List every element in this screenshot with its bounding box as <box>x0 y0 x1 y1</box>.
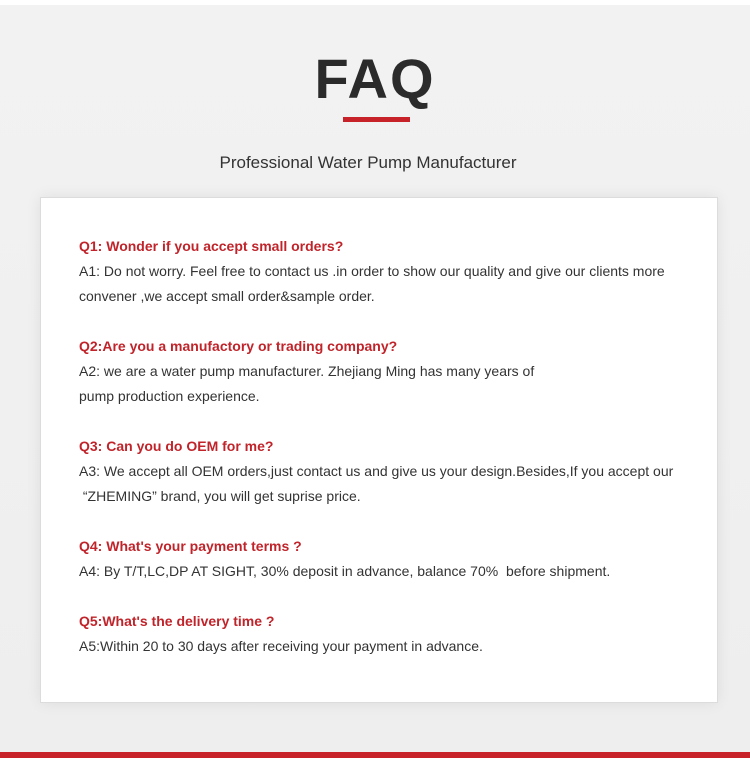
top-edge-strip <box>0 0 750 5</box>
faq-question-3: Q3: Can you do OEM for me? <box>79 438 274 454</box>
faq-answer-4-line-1: A4: By T/T,LC,DP AT SIGHT, 30% deposit in advance, balance 70% before shipment. <box>79 563 611 579</box>
faq-answer-3-line-2: “ZHEMING” brand, you will get suprise price. <box>79 488 361 504</box>
faq-answer-1-line-2: convener ,we accept small order&sample order. <box>79 288 375 304</box>
faq-answer-3-line-1: A3: We accept all OEM orders,just contact us and give us your design.Besides,If you accept our <box>79 463 674 479</box>
faq-item-4 <box>79 534 679 584</box>
faq-item-1 <box>79 234 679 309</box>
bottom-accent-bar <box>0 752 750 758</box>
title-underline <box>343 117 410 122</box>
faq-question-4: Q4: What's your payment terms ? <box>79 538 302 554</box>
faq-question-2: Q2:Are you a manufactory or trading company? <box>79 338 398 354</box>
faq-answer-2-line-1: A2: we are a water pump manufacturer. Zhejiang Ming has many years of <box>79 363 535 379</box>
faq-question-1: Q1: Wonder if you accept small orders? <box>79 238 344 254</box>
faq-item-5 <box>79 609 679 659</box>
faq-item-3 <box>79 434 679 509</box>
faq-question-5: Q5:What's the delivery time ? <box>79 613 275 629</box>
faq-answer-2-line-2: pump production experience. <box>79 388 260 404</box>
page-subtitle: Professional Water Pump Manufacturer <box>219 153 517 172</box>
faq-item-2 <box>79 334 679 409</box>
page-title: FAQ <box>314 47 436 110</box>
faq-answer-1-line-1: A1: Do not worry. Feel free to contact us .in order to show our quality and give our clients more <box>79 263 665 279</box>
faq-card <box>40 197 718 703</box>
faq-answer-5-line-1: A5:Within 20 to 30 days after receiving your payment in advance. <box>79 638 483 654</box>
